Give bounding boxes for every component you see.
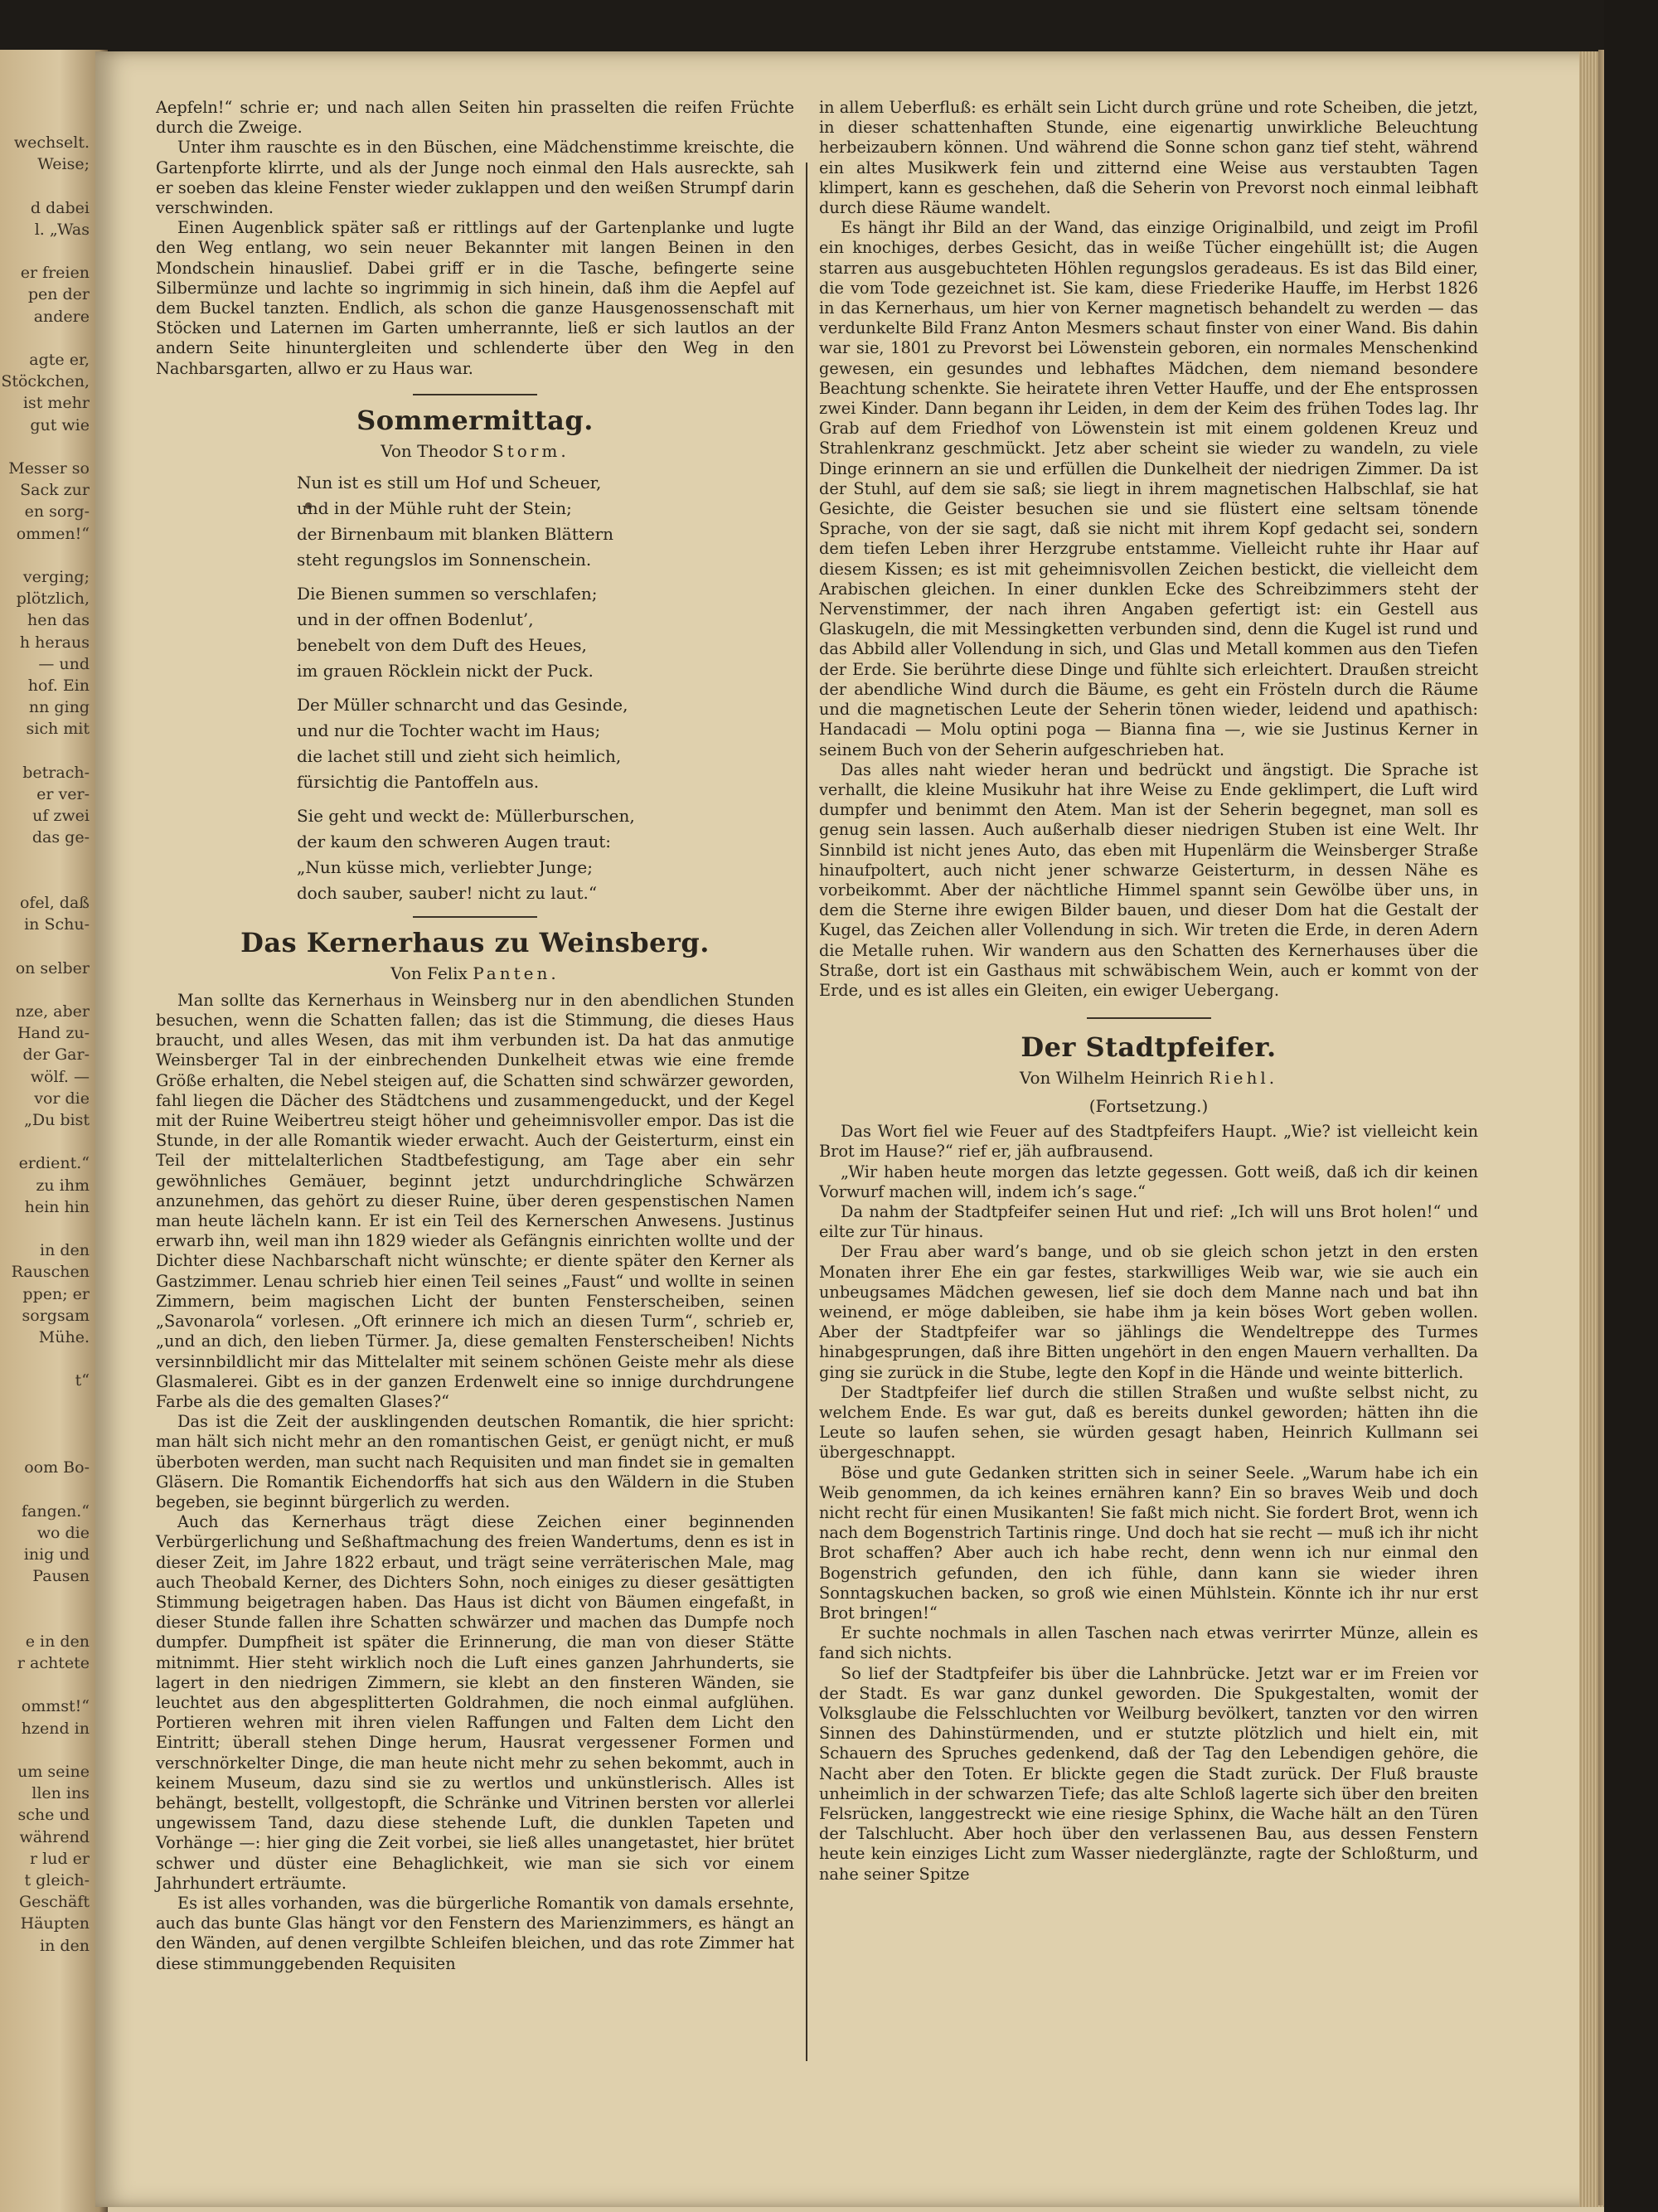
- facing-page-text-fragment: das ge-: [32, 828, 90, 847]
- story-continuation-paragraph: Aepfeln!“ schrie er; und nach allen Seiten hin prasselten die reifen Früchte durch die Zweige.: [156, 98, 794, 138]
- facing-page-text-fragment: fangen.“: [22, 1501, 90, 1521]
- column-right: [819, 98, 1478, 1885]
- facing-page-text-fragment: hen das: [27, 611, 90, 630]
- facing-page-text-fragment: ommst!“: [21, 1697, 90, 1716]
- facing-page-text-fragment: wechselt.: [13, 133, 90, 152]
- poem-line: doch sauber, sauber! nicht zu laut.“: [297, 882, 598, 903]
- article-title: Das Kernerhaus zu Weinsberg.: [240, 926, 710, 958]
- facing-page-text-fragment: r achtete: [17, 1654, 90, 1672]
- poem-line: Sie geht und weckt de: Müllerburschen,: [297, 805, 635, 826]
- section-rule: [413, 394, 537, 395]
- facing-page-text-fragment: en sorg-: [24, 502, 90, 521]
- serial-paragraph: So lief der Stadtpfeifer bis über die Lahnbrücke. Jetzt war er im Freien vor der Stadt. Es war ganz dunkel geworden. Die Spukgestalten, womit der Volksglaube die Felsschluchten vor Weilburg bevölkert, tanzten vor den wirren Sinnen des Dahinstürmenden, und er stutzte plötzlich und hielt ein, mit Schauern des Spruches gedenkend, daß der Tag den Lebendigen gehöre, die Nacht aber den Toten. Er blickte gegen die Stadt zurück. Der Fluß brauste unheimlich in der schwarzen Tiefe; das alte Schloß lagerte sich über den breiten Felsrücken, langgestreckt wie eine riesige Sphinx, die Wache hält an den Türen der Talschlucht. Aber hoch über den verlassenen Bau, aus dessen Fenstern heute kein einziges Licht zum Wasser niederglänzte, ragte der Schloßturm, und nahe seiner Spitze: [819, 1663, 1478, 1884]
- facing-page-text-fragment: der Gar-: [22, 1045, 90, 1065]
- scan-background-top: [0, 0, 1658, 58]
- facing-page-text-fragment: in den: [40, 1936, 90, 1955]
- article-paragraph: Auch das Kernerhaus trägt diese Zeichen einer beginnenden Verbürgerlichung und Seßhaftmachung des freien Wandertums, denn es ist in dieser Zeit, im Jahre 1822 erbaut, und trägt seine verräterischen Male, mag auch Theobald Kerner, des Dichters Sohn, noch einiges zu dieser gesättigten Stimmung beigetragen haben. Das Haus ist dicht von Bäumen eingefaßt, in dieser Stunde fallen ihre Schatten schwärzer und machen das Dumpfe noch dumpfer. Dumpfheit ist später die Erinnerung, die man von dieser Stätte mitnimmt. Hier steht wirklich noch die Luft eines ganzen Jahrhunderts, sie lagert in den niedrigen Zimmern, sie klebt an den finsteren Wänden, sie leuchtet aus den abgesplitterten Goldrahmen, die noch einmal aufglühen. Portieren wehren mit ihren vielen Raffungen und Falten dem Licht den Eintritt; überall stehen Dinge herum, Hausrat vergessener Formen und verschnörkelter Dinge, die man heute nicht mehr zu sehen bekommt, auch in keinem Museum, dazu sind sie zu wertlos und unkünstlerisch. Alles ist behängt, bestellt, vollgestopft, die Schränke und Vitrinen bersten vor allerlei ungewissem Tand, dazu diese stehende Luft, die dunklen Tapeten und Vorhänge —: hier ging die Zeit vorbei, sie ließ alles unangetastet, hier brütet schwer und düster eine Behaglichkeit, wie man sie sich vor einem Jahrhundert erträumte.: [156, 1512, 794, 1893]
- facing-page-text-fragment: e in den: [25, 1632, 90, 1651]
- facing-page-left: [0, 50, 108, 2212]
- facing-page-text-fragment: ppen; er: [22, 1284, 90, 1303]
- facing-page-text-fragment: Häupten: [20, 1914, 90, 1933]
- facing-page-text-fragment: Hand zu-: [17, 1024, 90, 1043]
- poem-stanza: [297, 803, 794, 906]
- article-paragraph: Das ist die Zeit der ausklingenden deutschen Romantik, die hier spricht: man hält sich nicht mehr an den romantischen Geist, er genügt nicht, er muß überboten werden, man sucht nach Requisiten und man findet sie in gemalten Gläsern. Die Romantik Eichendorffs hat sich aus den Wäldern in die Stuben begeben, sie beginnt bürgerlich zu werden.: [156, 1412, 794, 1511]
- article-byline: [156, 963, 794, 984]
- serial-paragraph: Das Wort fiel wie Feuer auf des Stadtpfeifers Haupt. „Wie? ist vielleicht kein Brot im Hause?“ rief er, jäh aufbrausend.: [819, 1122, 1478, 1162]
- poem-stanza: [297, 581, 794, 684]
- facing-page-text-fragment: d dabei: [30, 198, 90, 217]
- article-paragraph: Es ist alles vorhanden, was die bürgerliche Romantik von damals ersehnte, auch das bunte Glas hängt vor den Fenstern des Marienzimmers, es hängt an den Wänden, auf denen vergilbte Schleifen bleichen, und das rote Zimmer hat diese stimmunggebenden Requisiten: [156, 1893, 794, 1973]
- byline-prefix: Von Wilhelm Heinrich: [1019, 1068, 1204, 1089]
- article-paragraph: Das alles naht wieder heran und bedrückt und ängstigt. Die Sprache ist verhallt, die kleine Musikuhr hat ihre Weise zu Ende geklimpert, die Luft wird dumpfer und benimmt den Atem. Man ist der Seherin begegnet, man soll es genug sein lassen. Auch außerhalb dieser niedrigen Stuben ist eine Welt. Ihr Sinnbild ist nicht jenes Auto, das eben mit Hupenlärm die Weinsberger Straße hinaufpoltert, auch nicht jener schwarze Geisterturm, in dessen Nähe es vorbeikommt. Aber der nächtliche Himmel spannt sein Gewölbe über uns, in dem die Sterne ihre ewigen Bilder bauen, und dieser Dom hat die Gestalt der Kugel, das Zeichen aller Vollendung in sich. Wir treten die Erde, in deren Adern die Metalle ruhen. Wir wandern aus den Schatten des Kernerhauses über die Straße, dort ist ein Gasthaus mit schwäbischem Wein, auch er kommt von der Erde, und es ist alles ein Gleiten, ein ewiger Uebergang.: [819, 759, 1478, 1000]
- facing-page-text-fragment: Stöckchen,: [1, 372, 90, 391]
- facing-page-text-fragment: während: [19, 1827, 90, 1846]
- facing-page-text-fragment: ofel, daß: [19, 894, 90, 912]
- column-divider: [806, 163, 807, 2061]
- poem-line: benebelt von dem Duft des Heues,: [297, 634, 587, 655]
- poem-line: und nur die Tochter wacht im Haus;: [297, 720, 601, 740]
- facing-page-text-fragment: Weise;: [37, 155, 90, 174]
- facing-page-text-fragment: r lud er: [30, 1849, 90, 1868]
- serial-title: Der Stadtpfeifer.: [1020, 1031, 1277, 1064]
- facing-page-text-fragment: t gleich-: [24, 1871, 90, 1889]
- poem-line: Der Müller schnarcht und das Gesinde,: [297, 694, 628, 715]
- facing-page-text-fragment: nze, aber: [15, 1002, 90, 1021]
- serial-paragraph: Er suchte nochmals in allen Taschen nach etwas verirrter Münze, allein es fand sich nichts.: [819, 1623, 1478, 1663]
- poem-line: „Nun küsse mich, verliebter Junge;: [297, 856, 593, 877]
- poem-body: [297, 470, 794, 906]
- facing-page-text-fragment: Mühe.: [38, 1328, 90, 1346]
- poem-stanza: [297, 470, 794, 573]
- facing-page-text-fragment: llen ins: [32, 1784, 90, 1803]
- facing-page-text-fragment: on selber: [15, 958, 90, 977]
- poem-line: steht regungslos im Sonnenschein.: [297, 549, 592, 570]
- poem-line: Die Bienen summen so verschlafen;: [297, 583, 598, 604]
- facing-page-text-fragment: er freien: [20, 264, 90, 283]
- facing-page-text-fragment: pen der: [27, 285, 90, 304]
- facing-page-text-fragment: wölf. —: [30, 1067, 90, 1086]
- facing-page-text-fragment: gut wie: [30, 415, 90, 434]
- facing-page-text-fragment: verging;: [22, 568, 90, 586]
- facing-page-text-fragment: zu ihm: [36, 1176, 90, 1195]
- facing-page-text-fragment: agte er,: [29, 351, 90, 369]
- article-paragraph: Man sollte das Kernerhaus in Weinsberg nur in den abendlichen Stunden besuchen, wenn die Schatten fallen; das ist die Stimmung, die dieses Haus braucht, und alles Wesen, das mit ihm verbunden ist. Da hat das anmutige Weinsberger Tal in der einbrechenden Dunkelheit etwas wie eine fremde Größe erhalten, die Nebel steigen auf, die Schatten sind schwärzer geworden, fahl liegen die Dächer des Städtchens und zusammengeduckt, und der Kegel mit der Ruine Weibertreu steigt höher und geheimnisvoller empor. Das ist die Stunde, in der alle Romantik wieder erwacht. Auch der Geisterturm, einst ein Teil der mittelalterlichen Stadtbefestigung, am Tage aber ein sehr gewöhnliches Gemäuer, beginnt jetzt undurchdringliche Schwärzen anzunehmen, das gehört zu dieser Ruine, über deren gespenstischen Namen man heute lächeln kann. Er ist ein Teil des Kernerschen Anwesens. Justinus erwarb ihn, weil man ihn 1829 wieder als Gefängnis einrichten wollte und der Dichter diese Nachbarschaft nicht wünschte; er diente später den Kerner als Gastzimmer. Lenau schrieb hier einen Teil seines „Faust“ und wollte in seinen Zimmern, beim magischen Licht der bunten Fensterscheiben, seinen „Savonarola“ vorlesen. „Oft erinnere ich mich an diesen Turm“, schrieb er, „und an dich, den lieben Türmer. Ja, diese gemalten Fensterscheiben! Nichts versinnbildlicht mir das Mittelalter mit seinem schönen Geiste mehr als diese Glasmalerei. Gibt es in der ganzen Erdenwelt eine so innige durchdrungene Farbe als die des gemalten Glases?“: [156, 990, 794, 1411]
- serial-paragraph: „Wir haben heute morgen das letzte gegessen. Gott weiß, daß ich dir keinen Vorwurf machen will, indem ich’s sage.“: [819, 1162, 1478, 1201]
- article-paragraph: in allem Ueberfluß: es erhält sein Licht durch grüne und rote Scheiben, die jetzt, in dieser schattenhaften Stunde, eine eigenartig unwirkliche Beleuchtung herbeizaubern können. Und während die Sonne schon ganz tief steht, während ein altes Musikwerk fein und zitternd eine Weise aus verstaubten Tagen klimpert, kann es geschehen, daß die Seherin von Prevorst noch einmal leibhaft durch diese Räume wandelt.: [819, 98, 1478, 218]
- byline-prefix: Von Felix: [390, 963, 468, 983]
- poem-line: und in der Mühle ruht der Stein;: [297, 497, 572, 518]
- poem-line: der Birnenbaum mit blanken Blättern: [297, 523, 614, 544]
- facing-page-text-fragment: andere: [33, 307, 90, 326]
- serial-paragraph: Böse und gute Gedanken stritten sich in seiner Seele. „Warum habe ich ein Weib genommen, da ich keines ernähren kann? Ein so braves Weib und doch nicht recht für einen Musikanten! Sie faßt mich nicht. Sie fordert Brot, wenn ich nach dem Bogenstrich Tartinis ringe. Und doch hat sie recht — muß ich ihr nicht Brot schaffen? Aber auch ich habe recht, denn wenn ich nur einmal den Bogenstrich gefunden, den ich fühle, dann kann sie wieder ihren Sonntagskuchen backen, so groß wie einen Mühlstein. Könnte ich ihr nur erst Brot bringen!“: [819, 1463, 1478, 1623]
- facing-page-text-fragment: um seine: [17, 1763, 90, 1781]
- facing-page-text-fragment: Geschäft: [18, 1893, 90, 1912]
- article-paragraph: Es hängt ihr Bild an der Wand, das einzige Originalbild, und zeigt im Profil ein knochiges, derbes Gesicht, das in weiße Tücher eingehüllt ist; die Augen starren aus ausgebuchteten Höhlen regungslos geradeaus. Es ist das Bild einer, die vom Tode gezeichnet ist. Sie kam, diese Friederike Hauffe, im Herbst 1826 in das Kernerhaus, um hier von Kerner magnetisch behandelt zu werden — das verdunkelte Bild Franz Anton Mesmers schaut finster von einer Wand. Bis dahin war sie, 1801 zu Prevorst bei Löwenstein geboren, ein normales Menschenkind gewesen, ein gesundes und lebhaftes Mädchen, dem niemand besondere Beachtung schenkte. Sie heiratete ihren Vetter Hauffe, und der Ehe entsprossen zwei Kinder. Dann begann ihr Leiden, in dem der Keim des frühen Todes lag. Ihr Grab auf dem Friedhof von Löwenstein ist mit einem goldenen Kreuz und Strahlenkranz geschmückt. Jetz aber scheint sie wieder zu wandeln, zu viele Dinge erinnern an sie und erfüllen die Dunkelheit der niedrigen Zimmer. Da ist der Stuhl, auf dem sie saß; sie liegt in ihrem magnetischen Halbschlaf, sie hat Gesichte, die Geister besuchen sie und sie flüstert eine seltsam tönende Sprache, von der sie sagt, daß sie nicht mit ihrem Kopf gedacht sei, sondern dem tiefen Leben ihrer Herzgrube entstamme. Vielleicht ruhte ihr Haar auf diesem Kissen; es ist mit geheimnisvollen Zeichen bestickt, die vielleicht dem Arabischen gleichen. In einer dunklen Ecke des Schreibzimmers steht der Nervenstimmer, der nach ihren Angaben gefertigt ist: ein Gestell aus Glaskugeln, die mit Messingketten verbunden sind, denn die Kugel ist rund und das Abbild aller Vollendung in sich, und Glas und Metall kommen aus den Tiefen der Erde. Sie berührte diese Dinge und fühlte sich erleichtert. Draußen streicht der abendliche Wind durch die Bäume, es geht ein Frösteln durch die Räume und die magnetischen Leute der Seherin tönen wieder, leidend und apathisch: Handacadi — Molu optini poga — Bianna fina —, wie sie Justinus Kerner in seinem Buch von der Seherin aufgeschrieben hat.: [819, 218, 1478, 759]
- facing-page-text-fragment: ist mehr: [22, 394, 90, 413]
- facing-page-text-fragment: — und: [38, 654, 90, 673]
- facing-page-text-fragment: h heraus: [19, 633, 90, 652]
- byline-prefix: Von Theodor: [381, 440, 487, 461]
- scan-background-right: [1604, 0, 1658, 2212]
- facing-page-text-fragment: nn ging: [28, 698, 90, 717]
- poem-line: die lachet still und zieht sich heimlich,: [297, 745, 622, 766]
- column-left: [156, 98, 794, 1974]
- facing-page-text-fragment: in Schu-: [24, 915, 90, 934]
- facing-page-text-fragment: inig und: [23, 1545, 90, 1564]
- section-rule: [1087, 1017, 1211, 1019]
- facing-page-text-fragment: l. „Was: [34, 220, 90, 239]
- story-continuation-paragraph: Einen Augenblick später saß er rittlings auf der Gartenplanke und lugte den Weg entlang, wo sein neuer Bekannter mit langen Beinen in den Mondschein hinauslief. Dabei griff er in die Tasche, befingerte seine Silbermünze und lachte so ingrimmig in sich hinein, daß ihm die Aepfel auf dem Buckel tanzten. Endlich, als schon die ganze Hausgenossenschaft mit Stöcken und Laternen im Garten umherrannte, ließ er sich lautlos an der andern Seite hinuntergleiten und schlenderte über den Weg in den Nachbarsgarten, allwo er zu Haus war.: [156, 218, 794, 378]
- story-continuation-paragraph: Unter ihm rauschte es in den Büschen, eine Mädchenstimme kreischte, die Gartenpforte klirrte, und als der Junge noch einmal den Hals ausreckte, sah er soeben das kleine Fenster wieder zuklappen und den weißen Strumpf darin verschwinden.: [156, 138, 794, 218]
- section-rule: [413, 916, 537, 918]
- serial-paragraph: Der Stadtpfeifer lief durch die stillen Straßen und wußte selbst nicht, zu welchem Ende. Es war gut, daß es bereits dunkel geworden; hätten ihn die Leute so laufen sehen, sie würden gesagt haben, Heinrich Kullmann sei übergeschnappt.: [819, 1382, 1478, 1463]
- poem-stanza: [297, 692, 794, 795]
- facing-page-text-fragment: vor die: [34, 1089, 90, 1108]
- poem-line: Nun ist es still um Hof und Scheuer,: [297, 472, 602, 492]
- facing-page-text-fragment: Pausen: [32, 1567, 90, 1586]
- facing-page-text-fragment: sorgsam: [22, 1306, 90, 1325]
- facing-page-text-fragment: plötzlich,: [16, 589, 90, 609]
- facing-page-text-fragment: betrach-: [22, 763, 90, 782]
- poem-title: Sommermittag.: [356, 404, 594, 436]
- facing-page-text-fragment: Sack zur: [20, 481, 90, 500]
- facing-page-text-fragment: in den: [40, 1241, 90, 1260]
- continuation-note: (Fortsetzung.): [1088, 1096, 1209, 1117]
- poem-line: der kaum den schweren Augen traut:: [297, 831, 611, 851]
- facing-page-text-fragment: sche und: [17, 1806, 90, 1825]
- poem-byline: [156, 440, 794, 462]
- serial-byline: [819, 1067, 1478, 1089]
- facing-page-text-fragment: er ver-: [36, 785, 90, 803]
- facing-page-text-fragment: Rauschen: [11, 1263, 90, 1282]
- facing-page-text-fragment: hzend in: [21, 1719, 90, 1738]
- facing-page-text-fragment: t“: [75, 1371, 90, 1390]
- byline-author: Riehl.: [1209, 1068, 1278, 1089]
- byline-author: Panten.: [473, 963, 560, 983]
- facing-page-text-fragment: sich mit: [26, 720, 90, 739]
- facing-page-text-fragment: hof. Ein: [27, 677, 90, 695]
- facing-page-text-fragment: „Du bist: [24, 1111, 90, 1129]
- serial-paragraph: Da nahm der Stadtpfeifer seinen Hut und rief: „Ich will uns Brot holen!“ und eilte zur Tür hinaus.: [819, 1201, 1478, 1242]
- poem-line: fürsichtig die Pantoffeln aus.: [297, 771, 540, 792]
- facing-page-text-fragment: hein hin: [24, 1197, 90, 1216]
- facing-page-text-fragment: uf zwei: [32, 807, 90, 826]
- poem-line: und in der offnen Bodenlut’,: [297, 609, 534, 629]
- facing-page-text-fragment: wo die: [36, 1523, 90, 1542]
- facing-page-text-fragment: erdient.“: [18, 1154, 90, 1173]
- byline-author: Storm.: [492, 440, 570, 461]
- facing-page-text-fragment: Messer so: [8, 459, 90, 478]
- facing-page-text-fragment: oom Bo-: [24, 1458, 90, 1477]
- serial-paragraph: Der Frau aber ward’s bange, und ob sie gleich schon jetzt in den ersten Monaten ihrer Ehe ein gar festes, starkwilliges Weib war, wie sie auch ein unbeugsames Mädchen gewesen, lief sie doch dem Manne nach und bat ihn weinend, er möge dableiben, sie habe ihm ja kein böses Wort geben wollen. Aber der Stadtpfeifer war so jählings die Wendeltreppe des Turmes hinabgesprungen, daß ihre Bitten ungehört in den engen Mauern verhallten. Da ging sie zurück in die Stube, legte den Kopf in die Hände und weinte bitterlich.: [819, 1242, 1478, 1382]
- facing-page-text-fragment: ommen!“: [16, 524, 90, 543]
- poem-line: im grauen Röcklein nickt der Puck.: [297, 660, 594, 681]
